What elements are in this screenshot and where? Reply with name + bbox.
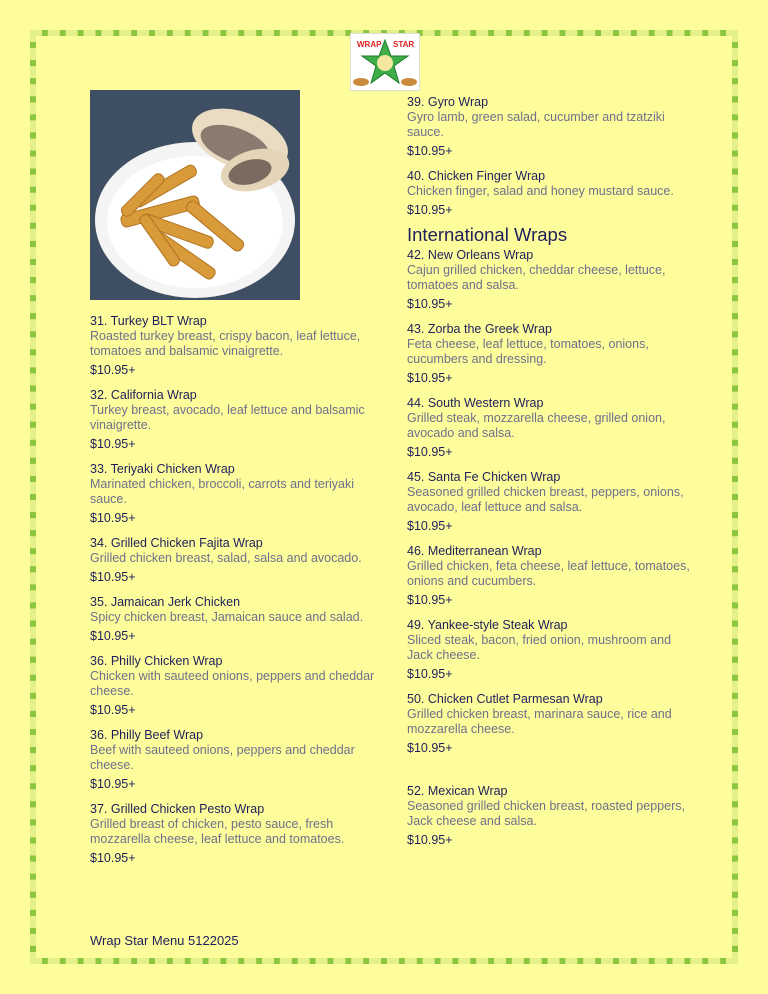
menu-item bbox=[90, 314, 380, 378]
menu-item-name: 35. Jamaican Jerk Chicken bbox=[90, 595, 241, 609]
menu-item-price: $10.95+ bbox=[90, 629, 136, 643]
left-menu-column bbox=[90, 314, 380, 866]
menu-item-price: $10.95+ bbox=[407, 144, 453, 158]
menu-item-description: Feta cheese, leaf lettuce, tomatoes, onions, cucumbers and dressing. bbox=[407, 337, 649, 366]
menu-item-description: Beef with sauteed onions, peppers and cheddar cheese. bbox=[90, 743, 355, 772]
menu-item bbox=[407, 618, 697, 682]
menu-item bbox=[90, 536, 380, 585]
menu-item bbox=[407, 95, 697, 159]
menu-item-description: Grilled chicken breast, salad, salsa and avocado. bbox=[90, 551, 362, 565]
menu-item-name: 49. Yankee-style Steak Wrap bbox=[407, 618, 568, 632]
svg-text:WRAP: WRAP bbox=[357, 40, 382, 49]
menu-item bbox=[407, 692, 697, 756]
menu-item bbox=[407, 248, 697, 312]
menu-item-name: 45. Santa Fe Chicken Wrap bbox=[407, 470, 561, 484]
menu-item-description: Roasted turkey breast, crispy bacon, leaf lettuce, tomatoes and balsamic vinaigrette. bbox=[90, 329, 361, 358]
menu-item-name: 40. Chicken Finger Wrap bbox=[407, 169, 546, 183]
food-image bbox=[90, 90, 300, 300]
menu-item-price: $10.95+ bbox=[407, 203, 453, 217]
right-menu-column bbox=[407, 95, 697, 848]
menu-item bbox=[90, 802, 380, 866]
svg-text:STAR: STAR bbox=[393, 40, 415, 49]
menu-item-name: 32. California Wrap bbox=[90, 388, 197, 402]
logo-graphic bbox=[351, 34, 419, 90]
menu-item-description: Grilled chicken breast, marinara sauce, rice and mozzarella cheese. bbox=[407, 707, 672, 736]
menu-item bbox=[90, 654, 380, 718]
menu-item bbox=[90, 388, 380, 452]
menu-item bbox=[90, 462, 380, 526]
wrap-star-logo bbox=[350, 33, 420, 91]
menu-item-name: 33. Teriyaki Chicken Wrap bbox=[90, 462, 235, 476]
menu-item-name: 46. Mediterranean Wrap bbox=[407, 544, 542, 558]
menu-item bbox=[90, 595, 380, 644]
menu-item-description: Grilled breast of chicken, pesto sauce, fresh mozzarella cheese, leaf lettuce and tomatoes. bbox=[90, 817, 345, 846]
menu-item-price: $10.95+ bbox=[407, 519, 453, 533]
menu-item-price: $10.95+ bbox=[407, 833, 453, 847]
menu-item bbox=[407, 322, 697, 386]
menu-item-description: Grilled steak, mozzarella cheese, grilled onion, avocado and salsa. bbox=[407, 411, 666, 440]
menu-item-name: 52. Mexican Wrap bbox=[407, 784, 508, 798]
menu-item-price: $10.95+ bbox=[90, 570, 136, 584]
menu-item-name: 39. Gyro Wrap bbox=[407, 95, 489, 109]
menu-item bbox=[407, 784, 697, 848]
menu-item-description: Turkey breast, avocado, leaf lettuce and balsamic vinaigrette. bbox=[90, 403, 365, 432]
wrap-photo bbox=[90, 90, 300, 300]
menu-item-description: Chicken with sauteed onions, peppers and cheddar cheese. bbox=[90, 669, 375, 698]
menu-item-price: $10.95+ bbox=[407, 741, 453, 755]
menu-item-name: 43. Zorba the Greek Wrap bbox=[407, 322, 552, 336]
menu-item bbox=[407, 470, 697, 534]
menu-item-price: $10.95+ bbox=[90, 777, 136, 791]
menu-item bbox=[90, 728, 380, 792]
menu-item-description: Seasoned grilled chicken breast, roasted peppers, Jack cheese and salsa. bbox=[407, 799, 685, 828]
menu-item-price: $10.95+ bbox=[90, 851, 136, 865]
menu-item bbox=[407, 169, 697, 218]
menu-item-name: 36. Philly Beef Wrap bbox=[90, 728, 204, 742]
section-title-international: International Wraps bbox=[407, 224, 568, 245]
menu-item-description: Chicken finger, salad and honey mustard sauce. bbox=[407, 184, 674, 198]
menu-item-price: $10.95+ bbox=[90, 437, 136, 451]
menu-item-price: $10.95+ bbox=[407, 371, 453, 385]
menu-item-price: $10.95+ bbox=[407, 297, 453, 311]
menu-item-description: Spicy chicken breast, Jamaican sauce and salad. bbox=[90, 610, 364, 624]
menu-item-name: 31. Turkey BLT Wrap bbox=[90, 314, 207, 328]
menu-item-description: Gyro lamb, green salad, cucumber and tzatziki sauce. bbox=[407, 110, 665, 139]
menu-item-name: 34. Grilled Chicken Fajita Wrap bbox=[90, 536, 263, 550]
menu-item-name: 44. South Western Wrap bbox=[407, 396, 544, 410]
menu-item-price: $10.95+ bbox=[90, 363, 136, 377]
menu-item-name: 37. Grilled Chicken Pesto Wrap bbox=[90, 802, 265, 816]
menu-item-name: 36. Philly Chicken Wrap bbox=[90, 654, 223, 668]
menu-item-price: $10.95+ bbox=[90, 511, 136, 525]
menu-item bbox=[407, 396, 697, 460]
menu-item-price: $10.95+ bbox=[90, 703, 136, 717]
menu-item-name: 50. Chicken Cutlet Parmesan Wrap bbox=[407, 692, 603, 706]
menu-item-price: $10.95+ bbox=[407, 667, 453, 681]
menu-item-price: $10.95+ bbox=[407, 445, 453, 459]
menu-item-description: Sliced steak, bacon, fried onion, mushroom and Jack cheese. bbox=[407, 633, 672, 662]
menu-item-description: Seasoned grilled chicken breast, peppers, onions, avocado, leaf lettuce and salsa. bbox=[407, 485, 684, 514]
menu-item-name: 42. New Orleans Wrap bbox=[407, 248, 534, 262]
footer-text: Wrap Star Menu 5122025 bbox=[90, 933, 239, 948]
menu-item-description: Marinated chicken, broccoli, carrots and teriyaki sauce. bbox=[90, 477, 355, 506]
menu-item bbox=[407, 544, 697, 608]
menu-item-price: $10.95+ bbox=[407, 593, 453, 607]
menu-item-description: Cajun grilled chicken, cheddar cheese, lettuce, tomatoes and salsa. bbox=[407, 263, 666, 292]
menu-item-description: Grilled chicken, feta cheese, leaf lettuce, tomatoes, onions and cucumbers. bbox=[407, 559, 690, 588]
